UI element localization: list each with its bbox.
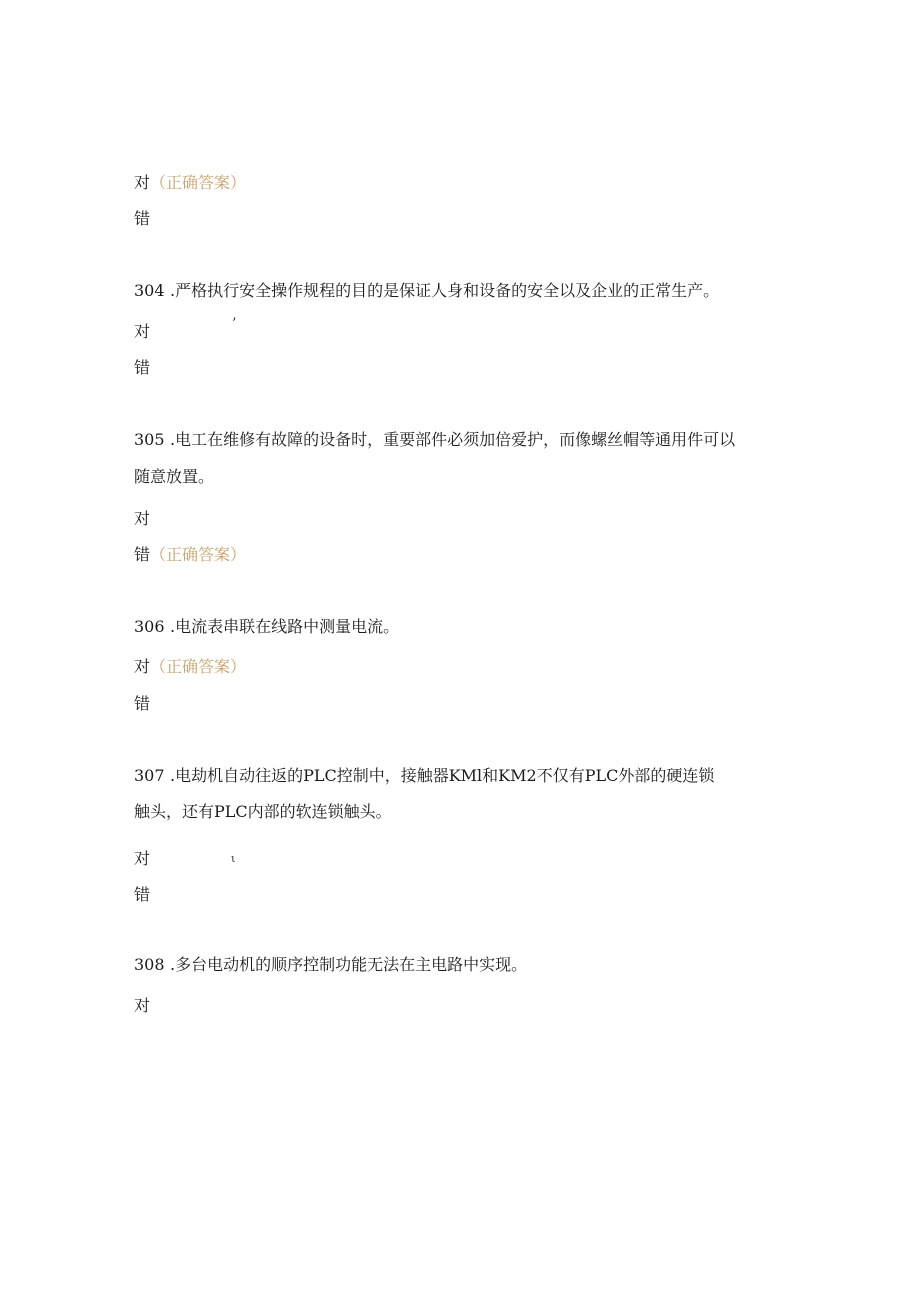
q306-question: [134, 616, 399, 638]
question-text: .严格执行安全操作规程的目的是保证人身和设备的安全以及企业的正常生产。: [170, 281, 720, 300]
question-number: 306: [134, 617, 165, 636]
question-text: .电工在维修有故障的设备时，重要部件必须加倍爱护，而像螺丝帽等通用件可以: [170, 430, 736, 449]
q305-option-true[interactable]: [134, 508, 150, 530]
option-label: 对: [134, 322, 151, 341]
q306-option-false[interactable]: [134, 693, 150, 715]
correct-answer-tag: （正确答案）: [150, 545, 247, 564]
question-text-continued: 随意放置。: [134, 467, 215, 486]
stray-mark: ’: [232, 316, 237, 332]
q307-option-false[interactable]: [134, 884, 150, 906]
question-number: 307: [134, 766, 165, 785]
q305-option-false[interactable]: [134, 544, 246, 566]
q308-question: [134, 954, 527, 976]
q304-option-true[interactable]: [134, 321, 150, 343]
question-number: 308: [134, 955, 165, 974]
option-label: 对: [134, 657, 151, 676]
option-label: 对: [134, 996, 151, 1015]
option-label: 对: [134, 849, 151, 868]
option-label: 错: [134, 545, 151, 564]
option-label: 错: [134, 209, 151, 228]
question-text: .多台电动机的顺序控制功能无法在主电路中实现。: [170, 955, 528, 974]
question-text: .电流表串联在线路中测量电流。: [170, 617, 400, 636]
q306-option-true[interactable]: [134, 656, 246, 678]
correct-answer-tag: （正确答案）: [150, 173, 247, 192]
option-label: 错: [134, 694, 151, 713]
correct-answer-tag: （正确答案）: [150, 657, 247, 676]
question-number: 304: [134, 281, 165, 300]
option-label: 对: [134, 509, 151, 528]
q303-option-false[interactable]: [134, 208, 150, 230]
q303-option-true[interactable]: [134, 172, 246, 194]
question-text-continued: 触头，还有PLC内部的软连锁触头。: [134, 802, 392, 821]
q304-question: [134, 280, 719, 302]
q304-option-false[interactable]: [134, 357, 150, 379]
q305-question: [134, 429, 735, 451]
question-number: 305: [134, 430, 165, 449]
q307-option-true[interactable]: [134, 848, 150, 870]
stray-mark: ι: [231, 852, 236, 865]
q307-question: [134, 765, 714, 787]
question-text: .电劫机自动往返的PLC控制中，接触器KMl和KM2不仅有PLC外部的硬连锁: [170, 766, 715, 785]
option-label: 对: [134, 173, 151, 192]
option-label: 错: [134, 885, 151, 904]
q307-question-cont: [134, 801, 392, 823]
q308-option-true[interactable]: [134, 995, 150, 1017]
option-label: 错: [134, 358, 151, 377]
q305-question-cont: [134, 466, 214, 488]
